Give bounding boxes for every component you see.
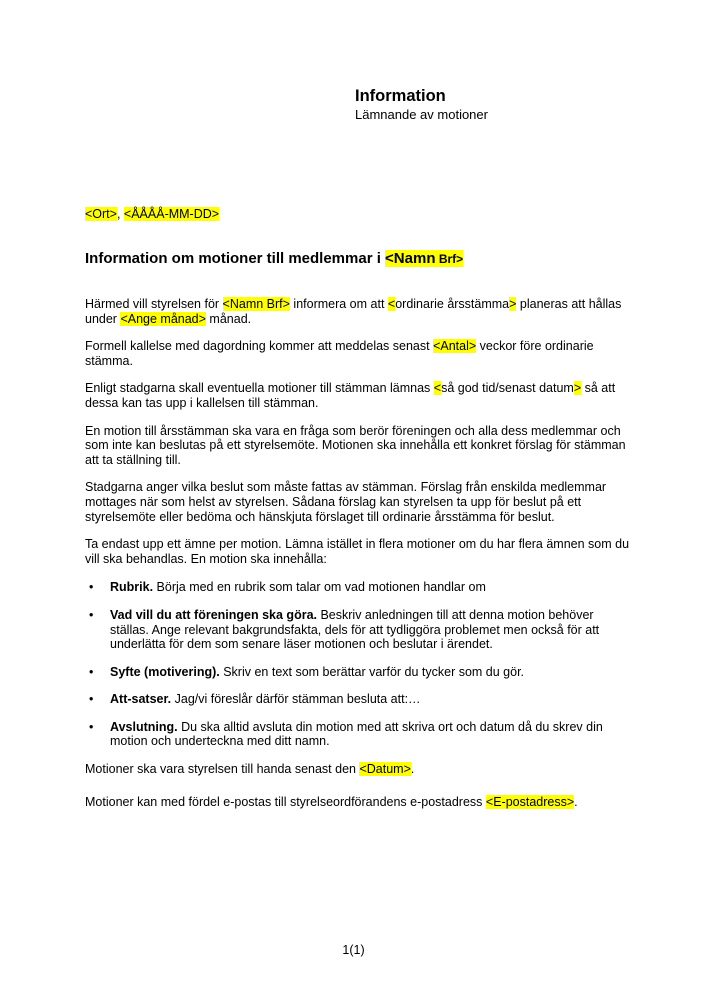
motion-requirements-list: [85, 580, 630, 749]
bullet-icon: •: [89, 719, 94, 734]
list-item-lead: Vad vill du att föreningen ska göra.: [110, 607, 317, 622]
paragraph-motion-definition: En motion till årsstämman ska vara en fråga som berör föreningen och alla dess medlemmar och som inte kan beslutas på ett styrelsemöte. Motionen ska innehålla ett konkret förslag för stämman att ta ställning till.: [85, 423, 626, 467]
paragraph-intro: [85, 297, 630, 326]
text-run: .: [410, 762, 415, 777]
page-number: 1(1): [342, 943, 365, 957]
list-item-rubrik: [85, 580, 630, 595]
paragraph-ett-amne: Ta endast upp ett ämne per motion. Lämna istället in flera motioner om du har flera ämnen som du vill ska behandlas. En motion ska innehålla:: [85, 537, 630, 566]
placeholder-ange-manad: <Ange månad>: [120, 311, 206, 326]
paragraph-beslut: Stadgarna anger vilka beslut som måste fattas av stämman. Förslag från enskilda medlemmar mottages när som helst av styrelsen. Sådana förslag kan styrelsen ta upp för beslut på ett styrelsemöte eller bedöma och hänskjuta förslaget till ordinarie årsstämma för beslut.: [85, 480, 607, 524]
list-item-lead: Rubrik.: [110, 580, 154, 595]
text-run: .: [574, 794, 578, 809]
list-item-text: Skriv en text som berättar varför du tycker som du gör.: [219, 664, 525, 679]
text-run: Motioner ska vara styrelsen till handa senast den: [85, 762, 360, 777]
placeholder-ort: <Ort>: [85, 207, 117, 221]
text-run: så att dessa kan tas upp i kallelsen till stämman.: [85, 381, 616, 410]
text-run: veckor före ordinarie stämma.: [85, 339, 594, 368]
list-item-avslutning: [85, 720, 630, 749]
text-run: Enligt stadgarna skall eventuella motioner till stämman lämnas: [85, 381, 434, 396]
bullet-icon: •: [89, 692, 94, 707]
list-item-text: Börja med en rubrik som talar om vad motionen handlar om: [153, 580, 486, 595]
paragraph-stadgar: [85, 381, 630, 410]
list-item-attsatser: [85, 692, 630, 707]
list-item-text: Beskriv anledningen till att denna motion behöver ställas. Ange relevant bakgrundsfakta, dels för att tydliggöra problemet men också för att underlätta för dem som senare läser motionen och beslutar i ärendet.: [110, 607, 600, 652]
placeholder-inner-text: ordinarie årsstämma: [395, 297, 510, 311]
placeholder-bracket-close: >: [573, 381, 582, 396]
placeholder-inner-text: så god tid/senast datum: [441, 381, 574, 396]
list-item-lead: Avslutning.: [110, 719, 178, 734]
text-run: Formell kallelse med dagordning kommer att meddelas senast: [85, 339, 434, 354]
placeholder-namn-brf-heading: [385, 250, 463, 267]
heading-placeholder-big: <Namn: [385, 250, 436, 267]
bullet-icon: •: [89, 664, 94, 679]
text-run: månad.: [205, 311, 252, 326]
dateline-separator: ,: [116, 207, 124, 221]
placeholder-bracket-open: <: [387, 297, 396, 311]
list-item-vad: [85, 608, 630, 652]
placeholder-date: <ÅÅÅÅ-MM-DD>: [123, 207, 220, 221]
list-item-syfte: [85, 665, 630, 680]
text-run: Motioner kan med fördel e-postas till styrelseordförandens e-postadress: [85, 794, 486, 809]
list-item-lead: Att-satser.: [110, 692, 172, 707]
text-run: informera om att: [289, 297, 388, 311]
placeholder-datum: <Datum>: [359, 762, 411, 777]
section-heading: [85, 249, 630, 269]
doc-title: Information: [355, 87, 446, 105]
placeholder-epostadress: <E-postadress>: [485, 794, 575, 809]
dateline: [85, 207, 630, 222]
placeholder-antal: <Antal>: [433, 339, 477, 354]
document-header: [355, 86, 630, 123]
list-item-text: Jag/vi föreslår därför stämman besluta att:…: [171, 692, 421, 707]
paragraph-deadline: [85, 762, 630, 777]
paragraph-kallelse: [85, 339, 630, 368]
placeholder-bracket-close: >: [509, 297, 517, 311]
paragraph-epost: [85, 795, 630, 810]
placeholder-namn-brf: <Namn Brf>: [222, 297, 290, 311]
placeholder-bracket-open: <: [433, 381, 442, 396]
bullet-icon: •: [89, 580, 94, 595]
heading-lead: Information om motioner till medlemmar i: [85, 250, 386, 267]
list-item-lead: Syfte (motivering).: [110, 664, 220, 679]
document-content: [85, 0, 630, 822]
text-run: Härmed vill styrelsen för: [85, 297, 223, 311]
doc-subtitle: Lämnande av motioner: [355, 107, 488, 122]
bullet-icon: •: [89, 607, 94, 622]
heading-placeholder-small: Brf>: [435, 252, 464, 266]
list-item-text: Du ska alltid avsluta din motion med att skriva ort och datum då du skrev din motion och underteckna med ditt namn.: [110, 719, 603, 749]
document-body: [85, 297, 630, 809]
text-run: planeras att hållas under: [85, 297, 622, 326]
